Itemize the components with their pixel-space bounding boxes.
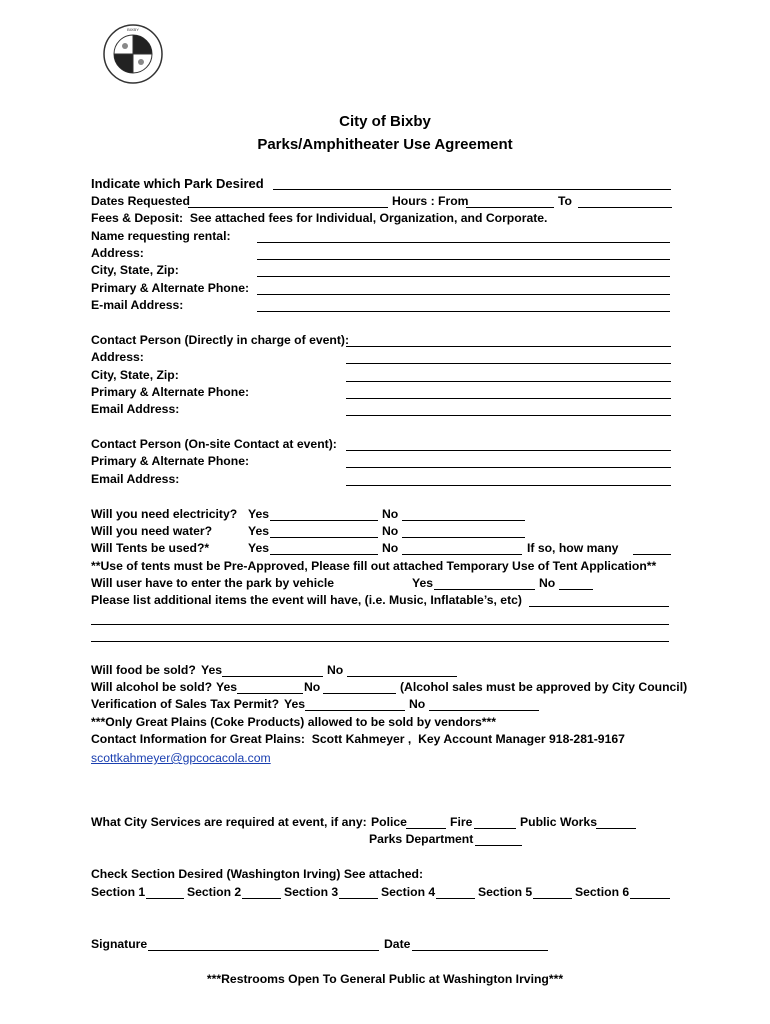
label-electricity: Will you need electricity?	[91, 507, 238, 521]
great-plains-email-link[interactable]: scottkahmeyer@gpcocacola.com	[91, 751, 271, 765]
label-section-3: Section 3	[284, 885, 339, 899]
field-no-tents[interactable]	[402, 554, 522, 555]
field-yes-electricity[interactable]	[270, 520, 378, 521]
field-hours-to[interactable]	[578, 207, 672, 208]
label-tents: Will Tents be used?*	[91, 541, 210, 555]
label-yes-tax: Yes	[284, 697, 306, 711]
field-how-many[interactable]	[633, 554, 671, 555]
field-no-electricity[interactable]	[402, 520, 525, 521]
label-alcohol: Will alcohol be sold?	[91, 680, 213, 694]
field-additional-line-2[interactable]	[91, 624, 669, 625]
field-no-vehicle[interactable]	[559, 589, 593, 590]
label-no-vehicle: No	[539, 576, 556, 590]
label-date: Date	[384, 937, 411, 951]
label-no-water: No	[382, 524, 399, 538]
label-no-tax: No	[409, 697, 426, 711]
label-dates-requested: Dates Requested	[91, 194, 190, 208]
label-contact-person-2: Contact Person (On-site Contact at event):	[91, 437, 337, 451]
label-c1-email: Email Address:	[91, 402, 180, 416]
label-c1-address: Address:	[91, 350, 144, 364]
coke-note: ***Only Great Plains (Coke Products) allowed to be sold by vendors***	[91, 715, 496, 729]
field-section-2[interactable]	[242, 898, 281, 899]
field-section-5[interactable]	[533, 898, 572, 899]
tent-note: **Use of tents must be Pre-Approved, Please fill out attached Temporary Use of Tent Application**	[91, 559, 657, 573]
field-c1-city-state-zip[interactable]	[346, 381, 671, 382]
alcohol-note: (Alcohol sales must be approved by City Council)	[400, 680, 688, 694]
field-additional-items[interactable]	[529, 606, 669, 607]
field-parks-department[interactable]	[475, 845, 522, 846]
field-yes-alcohol[interactable]	[237, 693, 303, 694]
field-public-works[interactable]	[596, 828, 636, 829]
label-no-food: No	[327, 663, 344, 677]
label-public-works: Public Works	[520, 815, 597, 829]
label-name: Name requesting rental:	[91, 229, 231, 243]
label-city-services: What City Services are required at event, if any:	[91, 815, 367, 829]
field-park-desired[interactable]	[273, 189, 671, 190]
field-phone[interactable]	[257, 294, 670, 295]
field-yes-food[interactable]	[222, 676, 323, 677]
city-seal-logo	[103, 24, 163, 84]
label-section-2: Section 2	[187, 885, 242, 899]
label-contact-person-1: Contact Person (Directly in charge of event):	[91, 333, 350, 347]
field-contact-person-2[interactable]	[346, 450, 671, 451]
field-address[interactable]	[257, 259, 670, 260]
field-yes-tax[interactable]	[305, 710, 405, 711]
label-c2-phone: Primary & Alternate Phone:	[91, 454, 250, 468]
label-c1-city-state-zip: City, State, Zip:	[91, 368, 179, 382]
field-c1-phone[interactable]	[346, 398, 671, 399]
restrooms-note: ***Restrooms Open To General Public at Washington Irving***	[206, 972, 564, 986]
label-sales-tax: Verification of Sales Tax Permit?	[91, 697, 280, 711]
field-dates[interactable]	[188, 207, 388, 208]
label-fees: Fees & Deposit: See attached fees for Individual, Organization, and Corporate.	[91, 211, 548, 225]
label-c2-email: Email Address:	[91, 472, 180, 486]
label-section-1: Section 1	[91, 885, 146, 899]
field-c2-phone[interactable]	[346, 467, 671, 468]
label-phone: Primary & Alternate Phone:	[91, 281, 250, 295]
field-c2-email[interactable]	[346, 485, 671, 486]
field-fire[interactable]	[474, 828, 516, 829]
label-hours-from: Hours : From	[392, 194, 469, 208]
field-city-state-zip[interactable]	[257, 276, 670, 277]
label-section-4: Section 4	[381, 885, 436, 899]
label-section-5: Section 5	[478, 885, 533, 899]
label-park-desired: Indicate which Park Desired	[91, 176, 264, 191]
label-parks-department: Parks Department	[369, 832, 474, 846]
field-no-tax[interactable]	[429, 710, 539, 711]
city-title: City of Bixby	[339, 113, 431, 130]
field-section-4[interactable]	[436, 898, 475, 899]
label-yes-water: Yes	[248, 524, 270, 538]
label-no-alcohol: No	[304, 680, 321, 694]
label-no-electricity: No	[382, 507, 399, 521]
label-email: E-mail Address:	[91, 298, 184, 312]
field-yes-vehicle[interactable]	[434, 589, 535, 590]
field-additional-line-3[interactable]	[91, 641, 669, 642]
label-section-6: Section 6	[575, 885, 630, 899]
field-no-alcohol[interactable]	[323, 693, 396, 694]
field-police[interactable]	[406, 828, 446, 829]
label-yes-electricity: Yes	[248, 507, 270, 521]
field-section-6[interactable]	[630, 898, 670, 899]
field-section-1[interactable]	[146, 898, 184, 899]
label-signature: Signature	[91, 937, 148, 951]
label-c1-phone: Primary & Alternate Phone:	[91, 385, 250, 399]
field-hours-from[interactable]	[466, 207, 554, 208]
label-vehicle: Will user have to enter the park by vehicle	[91, 576, 335, 590]
label-yes-vehicle: Yes	[412, 576, 434, 590]
label-to: To	[558, 194, 572, 208]
label-food: Will food be sold?	[91, 663, 196, 677]
field-c1-email[interactable]	[346, 415, 671, 416]
label-how-many: If so, how many	[527, 541, 619, 555]
field-contact-person-1[interactable]	[346, 346, 671, 347]
label-city-state-zip: City, State, Zip:	[91, 263, 179, 277]
field-section-3[interactable]	[339, 898, 378, 899]
label-yes-tents: Yes	[248, 541, 270, 555]
label-fire: Fire	[450, 815, 473, 829]
field-email[interactable]	[257, 311, 670, 312]
label-water: Will you need water?	[91, 524, 213, 538]
form-title: Parks/Amphitheater Use Agreement	[257, 136, 513, 153]
label-police: Police	[371, 815, 407, 829]
label-additional-items: Please list additional items the event will have, (i.e. Music, Inflatable’s, etc)	[91, 593, 522, 607]
label-address: Address:	[91, 246, 144, 260]
great-plains-contact: Contact Information for Great Plains: Scott Kahmeyer , Key Account Manager 918-281-9167	[91, 732, 625, 746]
field-name[interactable]	[257, 242, 670, 243]
field-c1-address[interactable]	[346, 363, 671, 364]
label-check-section: Check Section Desired (Washington Irving) See attached:	[91, 867, 424, 881]
field-signature[interactable]	[148, 950, 379, 951]
label-no-tents: No	[382, 541, 399, 555]
field-no-water[interactable]	[402, 537, 525, 538]
field-yes-water[interactable]	[270, 537, 378, 538]
field-date[interactable]	[412, 950, 548, 951]
field-yes-tents[interactable]	[270, 554, 378, 555]
label-yes-food: Yes	[201, 663, 223, 677]
field-no-food[interactable]	[347, 676, 457, 677]
label-yes-alcohol: Yes	[216, 680, 238, 694]
svg-text:BIXBY: BIXBY	[127, 27, 139, 32]
